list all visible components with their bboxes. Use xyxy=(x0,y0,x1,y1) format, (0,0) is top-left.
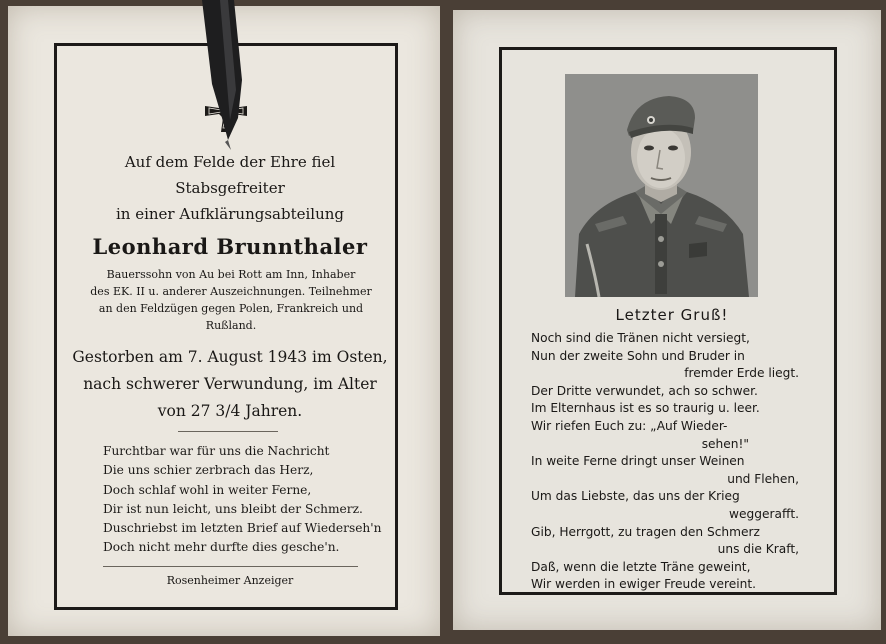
poem-line: Doch schlaf wohl in weiter Ferne, xyxy=(103,482,312,497)
memorial-card-left xyxy=(8,6,440,636)
publisher-imprint: Rosenheimer Anzeiger xyxy=(166,574,294,587)
poem-line: weggerafft. xyxy=(729,506,799,521)
bio-line: Bauerssohn von Au bei Rott am Inn, Inhaber xyxy=(106,268,356,281)
poem-line: Wir riefen Euch zu: „Auf Wieder- xyxy=(531,418,728,433)
biography xyxy=(90,266,372,334)
bio-line: des EK. II u. anderer Auszeichnungen. Teilnehmer xyxy=(90,285,372,298)
heading-line: Stabsgefreiter xyxy=(175,179,285,197)
poem-line: uns die Kraft, xyxy=(717,542,799,557)
heading-block xyxy=(58,149,402,227)
death-line: von 27 3/4 Jahren. xyxy=(157,402,303,420)
poem-left xyxy=(103,442,393,558)
death-notice xyxy=(58,344,402,425)
death-line: nach schwerer Verwundung, im Alter xyxy=(83,375,377,393)
poem-line: Daß, wenn die letzte Träne geweint, xyxy=(531,559,751,574)
divider-top xyxy=(178,431,278,432)
poem-line: sehen!" xyxy=(701,436,749,451)
poem-line: Im Elternhaus ist es so traurig u. leer. xyxy=(531,401,760,416)
poem-line: fremder Erde liegt. xyxy=(684,366,799,381)
bio-line: Rußland. xyxy=(205,319,257,332)
pen-icon xyxy=(198,0,258,152)
poem-line: Noch sind die Tränen nicht versiegt, xyxy=(531,331,750,345)
poem-line: Der Dritte verwundet, ach so schwer. xyxy=(531,383,758,398)
farewell-title: Letzter Gruß! xyxy=(615,306,729,324)
poem-line: Die uns schier zerbrach das Herz, xyxy=(103,463,314,478)
divider-bottom xyxy=(103,566,358,567)
poem-line: Doch nicht mehr durfte dies gesche'n. xyxy=(103,540,340,555)
poem-line: In weite Ferne dringt unser Weinen xyxy=(531,454,745,469)
poem-line: Dir ist nun leicht, uns bleibt der Schmerz. xyxy=(103,501,363,516)
poem-line: Gib, Herrgott, zu tragen den Schmerz xyxy=(531,524,760,539)
poem-right xyxy=(531,330,799,594)
memorial-card-right xyxy=(453,10,881,630)
poem-line: Duschriebst im letzten Brief auf Wiederseh'n xyxy=(103,521,382,536)
deceased-name: Leonhard Brunnthaler xyxy=(92,234,368,259)
poem-line: Furchtbar war für uns die Nachricht xyxy=(103,444,330,458)
poem-line: Nun der zweite Sohn und Bruder in xyxy=(531,348,745,363)
heading-line: Auf dem Felde der Ehre fiel xyxy=(124,153,336,171)
poem-line: und Flehen, xyxy=(727,471,799,486)
soldier-portrait-photo xyxy=(565,74,758,297)
heading-line: in einer Aufklärungsabteilung xyxy=(115,205,344,223)
poem-line: Wir werden in ewiger Freude vereint. xyxy=(531,577,757,592)
death-line: Gestorben am 7. August 1943 im Osten, xyxy=(72,348,388,366)
bio-line: an den Feldzügen gegen Polen, Frankreich und xyxy=(98,302,364,315)
poem-line: Um das Liebste, das uns der Krieg xyxy=(531,489,740,504)
